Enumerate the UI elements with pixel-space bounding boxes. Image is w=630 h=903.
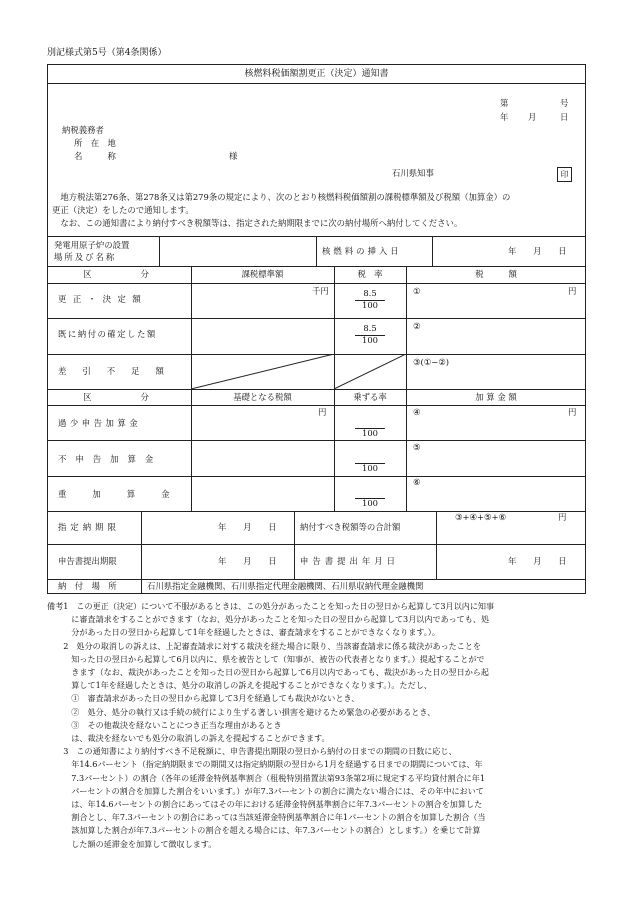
- number-prefix: 第: [500, 98, 509, 108]
- row-correction-label: 更正・決定額: [58, 294, 148, 304]
- remark-line: 備考1 この更正（決定）について不服があるときは、この処分があったことを知った日の翌日から起算して3月以内に知事: [47, 601, 495, 611]
- document-title: 核燃料税価額割更正（決定）通知書: [244, 69, 389, 79]
- name-label: 名 称: [74, 151, 116, 161]
- form-label: 別記様式第5号（第4条関係）: [47, 48, 167, 58]
- remark-line: ② 処分、処分の執行又は手続の続行により生ずる著しい損害を避けるため緊急の必要があるとき、: [47, 706, 436, 717]
- row-underreport-label: 過少申告加算金: [58, 418, 142, 428]
- remark-line: 7.3パーセント）の割合（各年の延滞金特例基準割合（租税特別措置法第93条第2項に規定する平均貸付割合に年1: [47, 772, 485, 783]
- row-paid-rate: [355, 324, 385, 345]
- row-nonfiling-label: 不申告加算金: [58, 454, 163, 464]
- table2-header-amount: 加 算 金 額: [475, 392, 517, 402]
- table2-header-bottom: [47, 405, 586, 406]
- table1-row1-bottom: [47, 318, 586, 319]
- reactor-divider-1: [159, 236, 160, 266]
- table2-col2: [334, 389, 335, 511]
- table2-header-category: 区 分: [83, 392, 155, 402]
- remark-line: した額の延滞金を加算して徴収します。: [47, 838, 217, 849]
- payment-place-value: 石川県指定金融機関、石川県指定代理金融機関、石川県収納代理金融機関: [147, 581, 424, 591]
- footer-row1-bottom: [47, 544, 586, 545]
- table1-header-category: 区 分: [83, 269, 155, 279]
- reactor-divider-3: [432, 236, 433, 266]
- date-year: 年: [500, 112, 509, 122]
- table2-row1-bottom: [47, 440, 586, 441]
- deadline-date: 年 月 日: [218, 522, 277, 532]
- table1-bottom: [47, 389, 586, 390]
- row-heavy-penalty-rate: [355, 488, 385, 509]
- address-label: 所 在 地: [74, 138, 116, 148]
- footer-col1: [141, 511, 142, 594]
- payment-place-label: 納 付 場 所: [58, 581, 117, 591]
- governor-label: 石川県知事: [392, 168, 434, 178]
- remark-line: 知った日の翌日から起算して6月以内に、県を被告として（知事が、被告の代表者となります。）提起することがで: [47, 653, 485, 664]
- deadline-label: 指定納期限: [58, 522, 120, 532]
- filing-deadline-label: 申告書提出期限: [58, 556, 117, 566]
- table2-header-rate: 乗ずる率: [353, 392, 387, 402]
- row-underreport-mark: ④: [413, 407, 421, 417]
- remark-line: ③ その他裁決を経ないことにつき正当な理由があるとき: [47, 719, 282, 730]
- intro-line-3: なお、この通知書により納付すべき税額等は、指定された納期限までに次の納付場所へ納付してください。: [52, 218, 463, 228]
- remark-line: 算して1年を経過したときは、処分の取消しの訴えを提起することができなくなります。）。ただし、: [47, 680, 432, 691]
- row-nonfiling-mark: ⑤: [413, 442, 421, 452]
- table2-header-base: 基礎となる税額: [233, 392, 292, 402]
- table1-header-tax: 税 額: [475, 269, 517, 279]
- row-heavy-penalty-mark: ⑥: [413, 477, 421, 487]
- row-paid-label: 既に納付の確定した額: [58, 329, 157, 339]
- taxpayer-label: 納税義務者: [62, 125, 104, 135]
- reactor-label-1: 発電用原子炉の設置: [54, 240, 130, 250]
- remark-line: 年14.6パーセント（指定納期限までの期間又は指定納期限の翌日から1月を経過する日までの期間については、年: [47, 759, 483, 770]
- table1-col3: [406, 266, 407, 389]
- remark-line: 割合とし、年7.3パーセントの割合にあっては当該延滞金特例基準割合に年1パーセントの割合を加算した割合（当: [47, 812, 486, 823]
- footer-col2: [294, 511, 295, 579]
- reactor-divider-2: [316, 236, 317, 266]
- footer-col3: [436, 511, 437, 579]
- row-underreport-yen: 円: [568, 407, 577, 417]
- number-suffix: 号: [560, 98, 569, 108]
- row-shortfall-diagonal: [191, 354, 406, 389]
- rate-numerator: 8.5: [355, 289, 385, 301]
- title-divider: [47, 83, 586, 84]
- remark-line: パーセントの割合を加算した割合をいいます。）が年7.3パーセントの割合に満たない場合には、その年中において: [47, 785, 484, 796]
- filed-date-value: 年 月 日: [508, 556, 567, 566]
- date-day: 日: [560, 112, 569, 122]
- reactor-label-2: 場所及び名称: [54, 252, 117, 262]
- honorific-label: 様: [229, 151, 238, 161]
- row-underreport-rate: [355, 418, 385, 439]
- official-seal: 印: [557, 167, 572, 182]
- remark-line: は、裁決を経ないでも処分の取消しの訴えを提起することができます。: [47, 733, 330, 744]
- row-correction-rate: [355, 289, 385, 310]
- table1-header-rate: 税 率: [357, 269, 383, 279]
- row-shortfall-mark: ③(①−②): [413, 357, 450, 367]
- row-correction-unit: 千円: [312, 286, 329, 296]
- row-underreport-unit: 円: [318, 407, 327, 417]
- table1-header-bottom: [47, 283, 586, 284]
- total-formula: ③+④+⑤+⑥: [455, 512, 507, 522]
- filed-date-label: 申告書提出年月日: [300, 556, 399, 566]
- rate-denominator: 100: [362, 428, 378, 438]
- remark-line: 該加算した割合が年7.3パーセントの割合を超える場合には、年7.3パーセントの割合）とします。）を乗じて計算: [47, 825, 481, 836]
- row-heavy-penalty-label: 重加算金: [58, 489, 196, 499]
- row-correction-yen: 円: [568, 286, 577, 296]
- table2-row2-bottom: [47, 476, 586, 477]
- footer-row2-bottom: [47, 579, 586, 580]
- insert-date-value: 年 月 日: [508, 246, 567, 256]
- total-yen: 円: [558, 512, 567, 522]
- date-month: 月: [528, 112, 537, 122]
- total-label: 納付すべき税額等の合計額: [300, 522, 401, 532]
- rate-denominator: 100: [362, 463, 378, 473]
- row-correction-mark: ①: [413, 286, 421, 296]
- row-nonfiling-rate: [355, 453, 385, 474]
- remark-line: ① 審査請求があった日の翌日から起算して3月を経過しても裁決がないとき、: [47, 693, 360, 704]
- remark-line: に審査請求をすることができます（なお、処分があったことを知った日の翌日から起算して3月以内であっても、処: [47, 614, 490, 625]
- remarks: [47, 600, 494, 851]
- table1-top: [47, 266, 586, 267]
- remark-line: 分があった日の翌日から起算して1年を経過したときは、審査請求をすることができなくなります。）。: [47, 627, 440, 638]
- row-shortfall-label: 差引不足額: [58, 366, 180, 376]
- remark-line: は、年14.6パーセントの割合にあってはその年における延滞金特例基準割合に年7.3パーセントの割合を加算した: [47, 799, 483, 810]
- table2-col3: [406, 389, 407, 511]
- row-paid-mark: ②: [413, 321, 421, 331]
- remark-line: 2 処分の取消しの訴えは、上記審査請求に対する裁決を経た場合に限り、当該審査請求に係る裁決があったことを: [47, 640, 482, 651]
- rate-denominator: 100: [362, 299, 378, 310]
- rate-denominator: 100: [362, 334, 378, 345]
- rate-numerator: 8.5: [355, 324, 385, 336]
- insert-date-label: 核燃料の挿入日: [322, 246, 402, 256]
- intro-line-2: 更正（決定）をしたので通知します。: [52, 205, 194, 215]
- remark-line: きます（なお、裁決があったことを知った日の翌日から起算して6月以内であっても、裁決があった日の翌日から起: [47, 667, 489, 678]
- rate-denominator: 100: [362, 498, 378, 508]
- table1-header-base: 課税標準額: [241, 269, 284, 279]
- filing-deadline-date: 年 月 日: [218, 556, 277, 566]
- intro-line-1: 地方税法第276条、第278条又は第279条の規定により、次のとおり核燃料税価額割の課税標準額及び税額（加算金）の: [52, 192, 511, 202]
- remark-line: 3 この通知書により納付すべき不足税額に、申告書提出期限の翌日から納付の日までの期間の日数に応じ、: [47, 746, 457, 757]
